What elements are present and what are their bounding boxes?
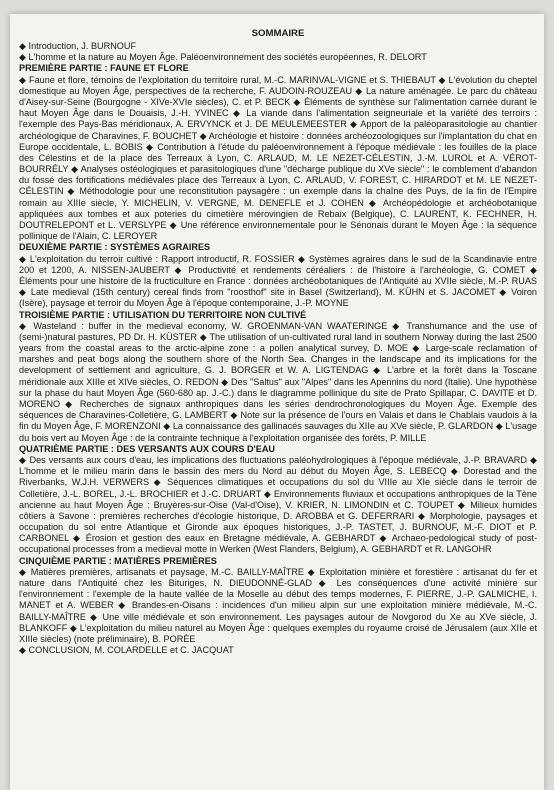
page-title: SOMMAIRE bbox=[251, 28, 305, 39]
part-1-entries: ◆ Faune et flore, témoins de l'exploitation du territoire rural, M.-C. MARINVAL-VIGNE et S. THIEBAUT ◆ L'évolution du cheptel domestique au Moyen Âge, perspectives de la recherche, F. AUDOIN-ROUZEAU ◆ La nature aménagée. Le parc du château d'Aisey-sur-Seine (Bourgogne - XIVe-XVIe siècles), C. et P. BECK ◆ Éléments de synthèse sur l'alimentation carnée durant le haut Moyen Âge dans le Douaisis, J.-H. YVINEC ◆ La viande dans l'alimentation seigneuriale et la variété des terroirs : l'exemple des Pays-Bas méridionaux, A. ERVYNCK et J. DE MEULEMEESTER ◆ Apport de la paléoparasitologie au chantier archéologique de Charavines, F. BOUCHET ◆ Archéologie et histoire : données archéozoologiques sur l'implantation du chat en Europe occidentale, L. BOBIS ◆ Contribution à l'étude du paléoenvironnement à l'époque médiévale : les fouilles de la place des Célestins et de la place des Terreaux à Lyon, C. ARLAUD, M. LE NEZET-CÉLESTIN, J.-M. LUROL et A. VÉROT-BOURRÉLY ◆ Analyses ostéologiques et parasitologiques d'une "décharge publique du XVe siècle" : le comblement d'abandon du fossé des fortifications médiévales place des Terreaux à Lyon, C. ARLAUD, V. FOREST, C. HIRARDOT et M. LE NEZET-CÉLESTIN ◆ Méthodologie pour une reconstitution paysagère : un exemple dans la chaîne des Puys, de la fin de l'Empire romain au XIIIe siècle, Y. MICHELIN, V. VERGNE, M. DENEFLE et J. COHEN ◆ Archéopédologie et archéobotanique appliquées aux tombes et aux poteries du cimetière mérovingien de Rebaix (Belgique), C. LAURENT, K. FECHNER, H. DOUTRELEPONT et L. VERSLYPE ◆ Une référence environnementale pour le Sénonais durant le Moyen Âge : la séquence pollinique de l'Alain, C. LEROYER bbox=[19, 74, 537, 242]
part-1-heading: PREMIÈRE PARTIE : FAUNE ET FLORE bbox=[19, 63, 189, 74]
part-3-entries: ◆ Wasteland : buffer in the medieval economy, W. GROENMAN-VAN WAATERINGE ◆ Transhumance and the use of (semi-)natural pastures, PD Dr. H. KÜSTER ◆ The utilisation of un-cultivated rural land in southern Norway during the last 2500 years from the coastal areas to the arctic-alpine zone : a pollen analytical survey, D. MOE ◆ Large-scale reclamation of marshes and peat bogs along the southern shore of the North Sea. Changes in the landscape and its implications for the development of settlement and agriculture, G. J. BORGER et W. A. LIGTENDAG ◆ L'arbre et la forêt dans la Toscane méridionale aux XIIIe et XIVe siècles, O. REDON ◆ Des "Saltus" aux "Alpes" dans les Apennins du nord (Italie). Une hypothèse sur la phase du haut Moyen Âge (560-680 ap. J.-C.) dans le diagramme pollinique du site de Prato Spillapar, C. DAVITE et D. MORENO ◆ Recherches de signaux anthropiques dans les séries dendrochronologiques du Moyen Âge. Exemple des séquences de Charavines-Colletière, G. LAMBERT ◆ Note sur la présence de l'ours en Valais et dans le Chablais vaudois à la fin du Moyen Âge, F. MORENZONI ◆ La connaissance des gallinacés sauvages du XIIe au XVe siècle, P. GLARDON ◆ L'usage du bois vert au Moyen Âge : de la contrainte technique à l'exploitation organisée des forêts, P. MILLE bbox=[19, 320, 537, 443]
toc-entry-introduction: ◆ Introduction, J. BURNOUF bbox=[19, 41, 137, 51]
part-2-heading: DEUXIÈME PARTIE : SYSTÈMES AGRAIRES bbox=[19, 242, 211, 253]
part-4-heading: QUATRIÈME PARTIE : DES VERSANTS AUX COURS D'EAU bbox=[19, 443, 275, 454]
table-of-contents bbox=[19, 28, 537, 656]
part-4-entries: ◆ Des versants aux cours d'eau, les implications des fluctuations paléohydrologiques à l'époque médiévale, J.-P. BRAVARD ◆ L'homme et le milieu marin dans le bassin des mers du Nord au début du Moyen Âge, S. LEBECQ ◆ Dorestad and the Riverbanks, W.J.H. VERWERS ◆ Séquences climatiques et occupations du sol du VIIIe au XIe siècle dans le terroir de Colletière, J.-L. BOREL, J.-L. BROCHIER et J.-C. DRUART ◆ Environnements fluviaux et occupations anthropiques de la Tène ancienne au haut Moyen Âge : Bruyères-sur-Oise (Val-d'Oise), V. KRIER, N. LIMONDIN et C. TOUPET ◆ Milieux humides côtiers à Savone : premières recherches d'écologie historique, D. AROBBA et G. DEFERRARI ◆ Morphologie, paysages et occupation du sol entre Atlantique et Gironde aux époques historiques, J.-P. TASTET, J. BURNOUF, M.-F. DIOT et P. CARBONEL ◆ Érosion et gestion des eaux en Bretagne médiévale, A. GEBHARDT ◆ Archaeo-pedological study of post-occupational processes from a medieval motte in Werken (West Flanders, Belgium), A. GEBHARDT et R. LANGOHR bbox=[19, 454, 537, 555]
part-5-entries: ◆ Matières premières, artisanats et paysage, M.-C. BAILLY-MAÎTRE ◆ Exploitation minière et forestière : artisanat du fer et nature dans l'Antiquité chez les Bituriges, N. DIEUDONNÉ-GLAD ◆ Les conséquences d'une activité minière sur l'environnement : l'exemple de la haute vallée de la Moselle au début des temps modernes, F. PIERRE, J.-P. GALMICHE, I. MANET et A. WEBER ◆ Brandes-en-Oisans : incidences d'un milieu alpin sur une exploitation minière médiévale, M.-C. BAILLY-MAÎTRE ◆ Une ville médiévale et son environnement. Les paysages autour de Novgorod du Xe au XVe siècle, J. BLANKOFF ◆ L'exploitation du milieu naturel au Moyen Âge : quelques exemples du royaume croisé de Jérusalem (aux XIIe et XIIIe siècles) (note préliminaire), B. PORÉE bbox=[19, 566, 537, 644]
toc-entry-overview: ◆ L'homme et la nature au Moyen Âge. Paléoenvironnement des sociétés européennes, R. DELORT bbox=[19, 52, 427, 63]
part-5-heading: CINQUIÈME PARTIE : MATIÈRES PREMIÈRES bbox=[19, 555, 217, 566]
toc-entry-conclusion: ◆ CONCLUSION, M. COLARDELLE et C. JACQUAT bbox=[19, 645, 234, 656]
part-2-entries: ◆ L'exploitation du terroir cultivé : Rapport introductif, R. FOSSIER ◆ Systèmes agraires dans le sud de la Scandinavie entre 200 et 1200, A. NISSEN-JAUBERT ◆ Productivité et rendements céréaliers : de l'histoire à l'archéologie, G. COMET ◆ Éléments pour une histoire de la fructiculture en France : données archéobotaniques de l'Antiquité au XVIIe siècle, M.-P. RUAS ◆ Late medieval (15th century) cereal finds from "roosthof" site in Basel (Switzerland), M. KÜHN et S. JACOMET ◆ Voiron (Isère), paysage et terroir du Moyen Âge à l'époque contemporaine, J.-P. MOYNE bbox=[19, 253, 537, 309]
document-page bbox=[10, 14, 544, 790]
part-3-heading: TROISIÈME PARTIE : UTILISATION DU TERRITOIRE NON CULTIVÉ bbox=[19, 309, 307, 320]
